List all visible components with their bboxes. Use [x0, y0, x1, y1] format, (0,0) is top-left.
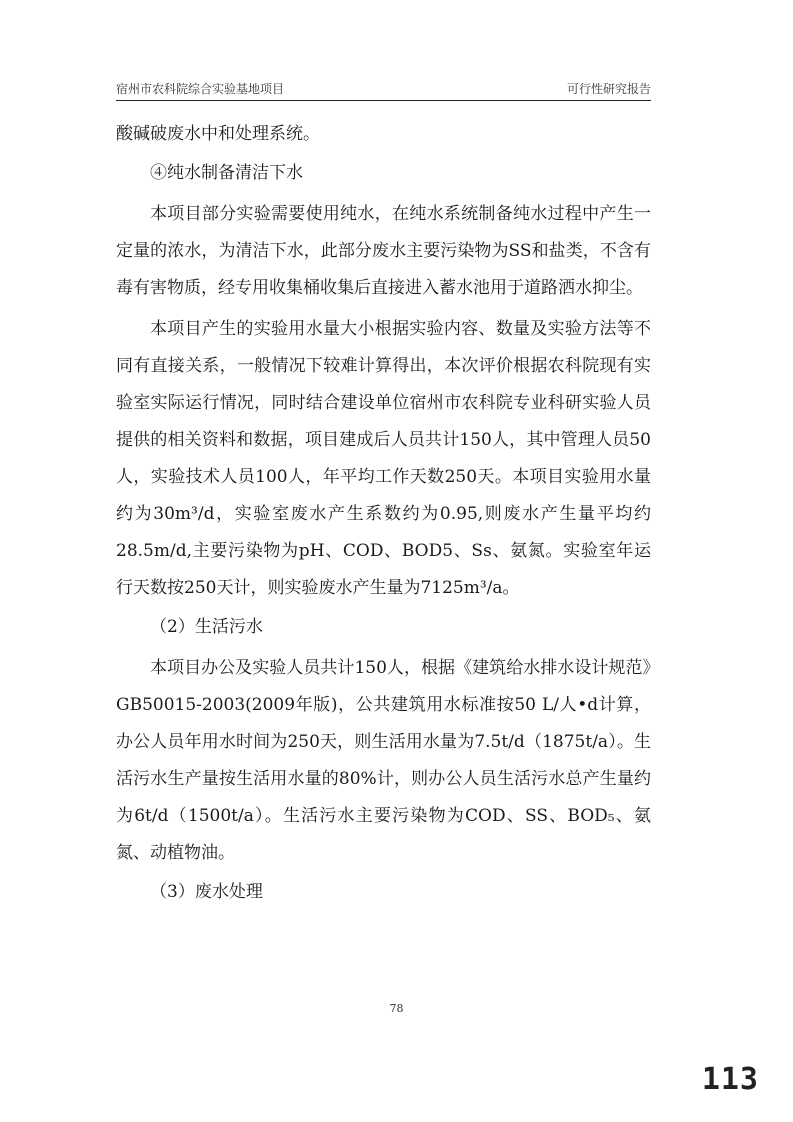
page-number: 78 — [389, 1002, 404, 1015]
stamped-page-number: 113 — [701, 1062, 759, 1097]
subheading-wastewater-treatment: （3）废水处理 — [150, 882, 263, 902]
header-report-type: 可行性研究报告 — [566, 82, 651, 96]
page-header — [116, 78, 651, 101]
paragraph-domestic-sewage: 本项目办公及实验人员共计150人，根据《建筑给水排水设计规范》GB50015-2003(2009年版)，公共建筑用水标准按50 L/人•d计算，办公人员年用水时间为250天，则生活用水量为7.5t/d（1875t/a）。生活污水生产量按生活用水量的80%计，则办公人员生活污水总产生量约为6t/d（1500t/a）。生活污水主要污染物为COD、SS、BOD₅、氨氮、动植物油。 — [116, 658, 651, 863]
body-text — [116, 116, 651, 913]
subheading-pure-water: ④纯水制备清洁下水 — [150, 163, 303, 183]
paragraph-continuation: 酸碱破废水中和处理系统。 — [116, 124, 320, 144]
paragraph-lab-water: 本项目产生的实验用水量大小根据实验内容、数量及实验方法等不同有直接关系，一般情况下较难计算得出，本次评价根据农科院现有实验室实际运行情况，同时结合建设单位宿州市农科院专业科研实验人员提供的相关资料和数据，项目建成后人员共计150人，其中管理人员50人，实验技术人员100人，年平均工作天数250天。本项目实验用水量约为30m³/d，实验室废水产生系数约为0.95,则废水产生量平均约28.5m/d,主要污染物为pH、COD、BOD5、Ss、氨氮。实验室年运行天数按250天计，则实验废水产生量为7125m³/a。 — [116, 319, 651, 598]
subheading-domestic-sewage: （2）生活污水 — [150, 617, 263, 637]
paragraph-pure-water: 本项目部分实验需要使用纯水，在纯水系统制备纯水过程中产生一定量的浓水，为清洁下水，此部分废水主要污染物为SS和盐类，不含有毒有害物质，经专用收集桶收集后直接进入蓄水池用于道路洒水抑尘。 — [116, 204, 651, 298]
header-project-title: 宿州市农科院综合实验基地项目 — [116, 82, 285, 96]
